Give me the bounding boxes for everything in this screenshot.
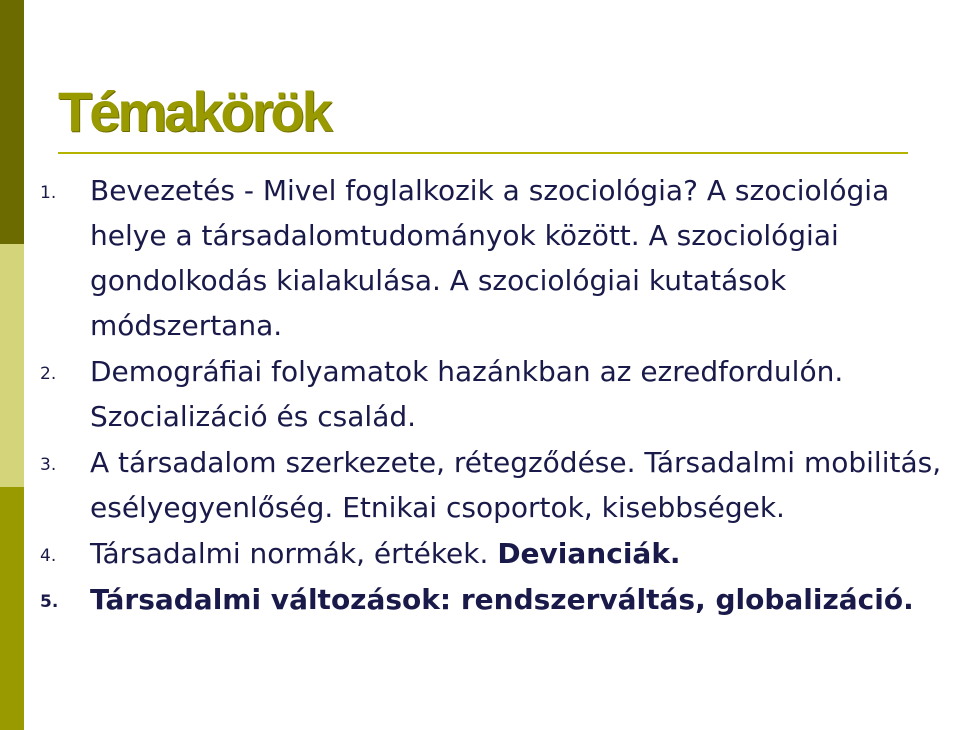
topic-item-3 <box>40 440 955 530</box>
side-bar-olive <box>0 487 24 730</box>
title-underline <box>58 152 908 154</box>
topic-text: Társadalmi normák, értékek. <box>90 537 498 570</box>
topic-item-2 <box>40 349 955 439</box>
topic-number: 2. <box>40 364 57 384</box>
topic-list <box>40 168 955 623</box>
topic-item-5 <box>40 577 955 622</box>
side-bar-dark <box>0 0 24 244</box>
topic-text-bold: Devianciák. <box>497 537 681 570</box>
topic-text: Demográfiai folyamatok hazánkban az ezredfordulón. Szocializáció és család. <box>90 355 844 433</box>
topic-number: 4. <box>40 546 57 566</box>
topic-item-1 <box>40 168 955 348</box>
topic-number: 1. <box>40 183 57 203</box>
topic-text: A társadalom szerkezete, rétegződése. Társadalmi mobilitás, esélyegyenlőség. Etnikai csoportok, kisebbségek. <box>90 446 942 524</box>
slide-title: Témakörök <box>58 80 330 143</box>
topic-number: 3. <box>40 455 57 475</box>
topic-text-bold: Társadalmi változások: rendszerváltás, globalizáció. <box>90 583 914 616</box>
side-bar-light <box>0 244 24 487</box>
topic-number: 5. <box>40 592 59 612</box>
topic-item-4 <box>40 531 955 576</box>
topic-text: Bevezetés - Mivel foglalkozik a szociológia? A szociológia helye a társadalomtudományok között. A szociológiai gondolkodás kialakulása. A szociológiai kutatások módszertana. <box>90 174 890 342</box>
